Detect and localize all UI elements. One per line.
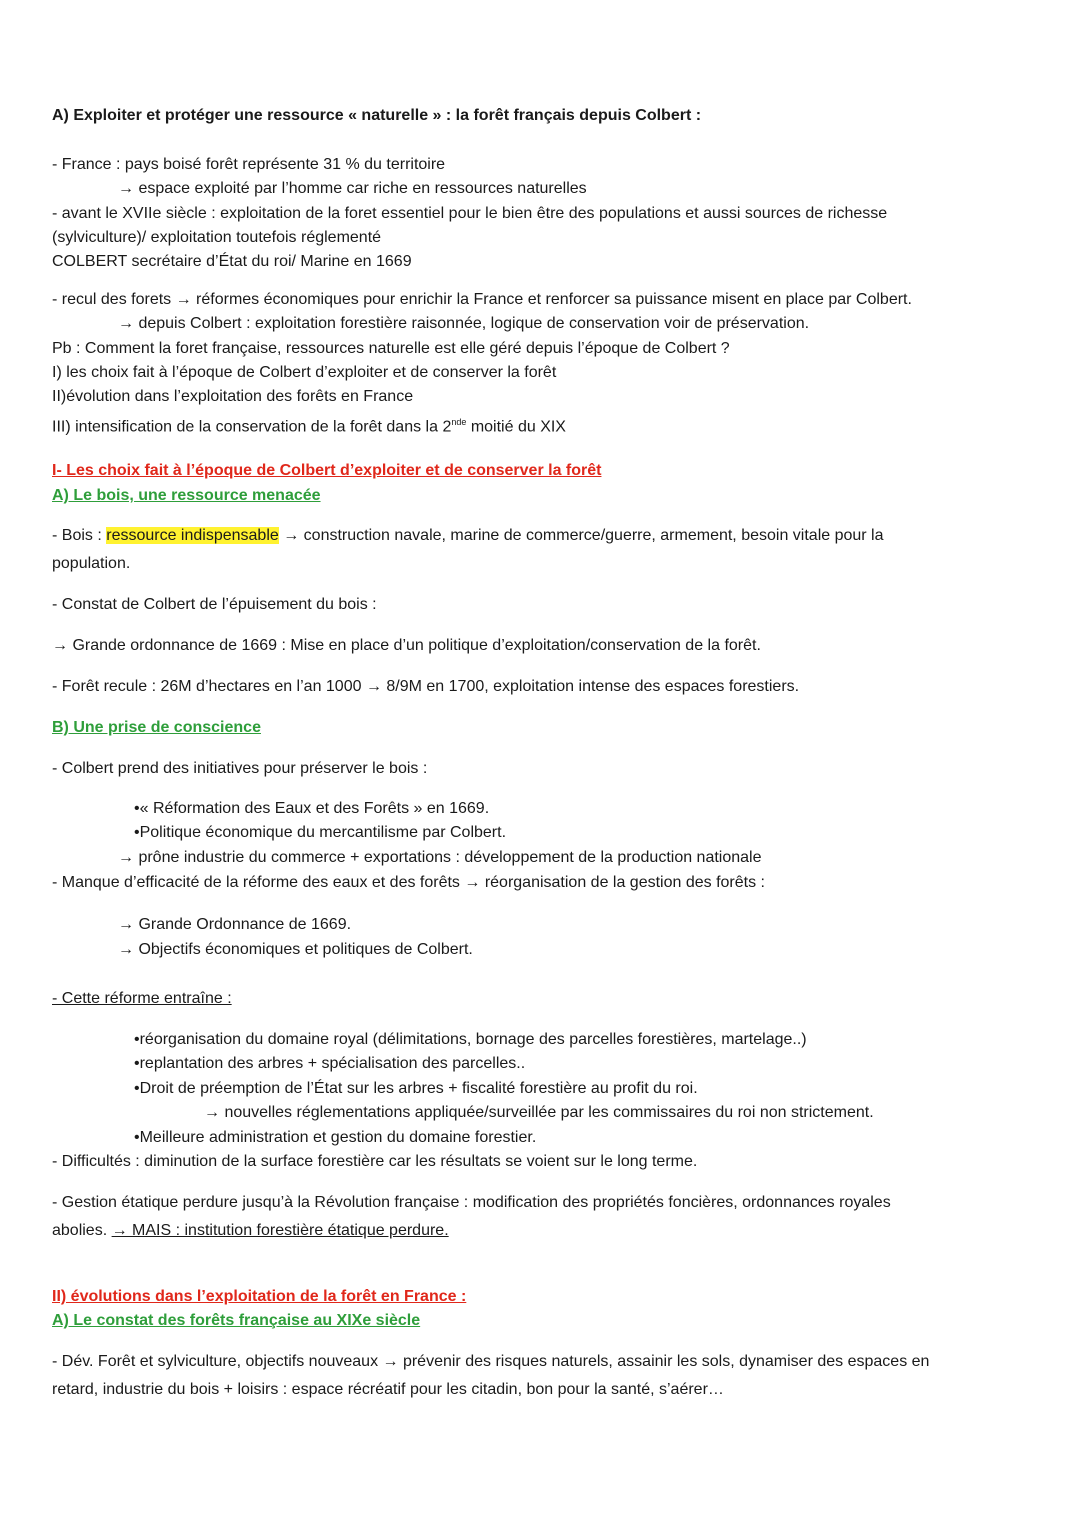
paragraph-line: retard, industrie du bois + loisirs : espace récréatif pour les citadin, bon pour la santé, s’aérer… <box>52 1381 724 1398</box>
highlight: ressource indispensable <box>106 527 279 544</box>
bullet-item: •Meilleure administration et gestion du domaine forestier. <box>134 1129 537 1146</box>
paragraph-line: - Colbert prend des initiatives pour préserver le bois : <box>52 760 428 777</box>
section-2-heading: II) évolutions dans l’exploitation de la forêt en France : <box>52 1288 467 1305</box>
intro-line: COLBERT secrétaire d’État du roi/ Marine en 1669 <box>52 253 412 270</box>
section-2-sub-a: A) Le constat des forêts française au XIXe siècle <box>52 1312 421 1329</box>
arrow-item: → Objectifs économiques et politiques de Colbert. <box>118 941 473 958</box>
arrow-item: → nouvelles réglementations appliquée/surveillée par les commissaires du roi non strictement. <box>204 1104 874 1121</box>
plan-item: III) intensification de la conservation de la forêt dans la 2nde moitié du XIX <box>52 417 566 436</box>
intro-line: → espace exploité par l’homme car riche en ressources naturelles <box>118 180 587 197</box>
paragraph-line: - Dév. Forêt et sylviculture, objectifs nouveaux → prévenir des risques naturels, assainir les sols, dynamiser des espaces en <box>52 1353 930 1370</box>
intro-line: → depuis Colbert : exploitation forestière raisonnée, logique de conservation voir de préservation. <box>118 315 810 332</box>
intro-line: - recul des forets → réformes économiques pour enrichir la France et renforcer sa puissance misent en place par Colbert. <box>52 291 912 308</box>
paragraph-line: - Manque d’efficacité de la réforme des eaux et des forêts → réorganisation de la gestion des forêts : <box>52 874 765 891</box>
intro-line: - avant le XVIIe siècle : exploitation de la foret essentiel pour le bien être des populations et aussi sources de richesse <box>52 205 888 222</box>
section-1-sub-a: A) Le bois, une ressource menacée <box>52 487 321 504</box>
paragraph-line: - Forêt recule : 26M d’hectares en l’an 1000 → 8/9M en 1700, exploitation intense des espaces forestiers. <box>52 678 800 695</box>
paragraph-line: - Bois : ressource indispensable → construction navale, marine de commerce/guerre, armement, besoin vitale pour la <box>52 527 884 544</box>
plan-item: I) les choix fait à l’époque de Colbert d’exploiter et de conserver la forêt <box>52 364 557 381</box>
paragraph-line: abolies. → MAIS : institution forestière étatique perdure. <box>52 1222 449 1239</box>
paragraph-line: - Constat de Colbert de l’épuisement du bois : <box>52 596 377 613</box>
bullet-item: •Droit de préemption de l’État sur les arbres + fiscalité forestière au profit du roi. <box>134 1080 698 1097</box>
bullet-item: •Politique économique du mercantilisme par Colbert. <box>134 824 507 841</box>
paragraph-line: - Cette réforme entraîne : <box>52 990 232 1007</box>
paragraph-line: population. <box>52 555 131 572</box>
section-1-heading: I- Les choix fait à l’époque de Colbert d’exploiter et de conserver la forêt <box>52 462 602 479</box>
intro-line: (sylviculture)/ exploitation toutefois réglementé <box>52 229 382 246</box>
paragraph-line: - Gestion étatique perdure jusqu’à la Révolution française : modification des propriétés foncières, ordonnances royales <box>52 1194 891 1211</box>
bullet-item: •replantation des arbres + spécialisation des parcelles.. <box>134 1055 526 1072</box>
section-1-sub-b: B) Une prise de conscience <box>52 719 261 736</box>
plan-item: II)évolution dans l’exploitation des forêts en France <box>52 388 414 405</box>
paragraph-line: - Difficultés : diminution de la surface forestière car les résultats se voient sur le long terme. <box>52 1153 698 1170</box>
bullet-item: •réorganisation du domaine royal (délimitations, bornage des parcelles forestières, martelage..) <box>134 1031 807 1048</box>
problematic: Pb : Comment la foret française, ressources naturelle est elle géré depuis l’époque de Colbert ? <box>52 340 730 357</box>
paragraph-line: → Grande ordonnance de 1669 : Mise en place d’un politique d’exploitation/conservation de la forêt. <box>52 637 761 654</box>
bullet-item: •« Réformation des Eaux et des Forêts » en 1669. <box>134 800 490 817</box>
arrow-item: → prône industrie du commerce + exportations : développement de la production nationale <box>118 849 762 866</box>
document-title: A) Exploiter et protéger une ressource « naturelle » : la forêt français depuis Colbert : <box>52 107 702 124</box>
arrow-item: → Grande Ordonnance de 1669. <box>118 916 352 933</box>
intro-line: - France : pays boisé forêt représente 31 % du territoire <box>52 156 446 173</box>
